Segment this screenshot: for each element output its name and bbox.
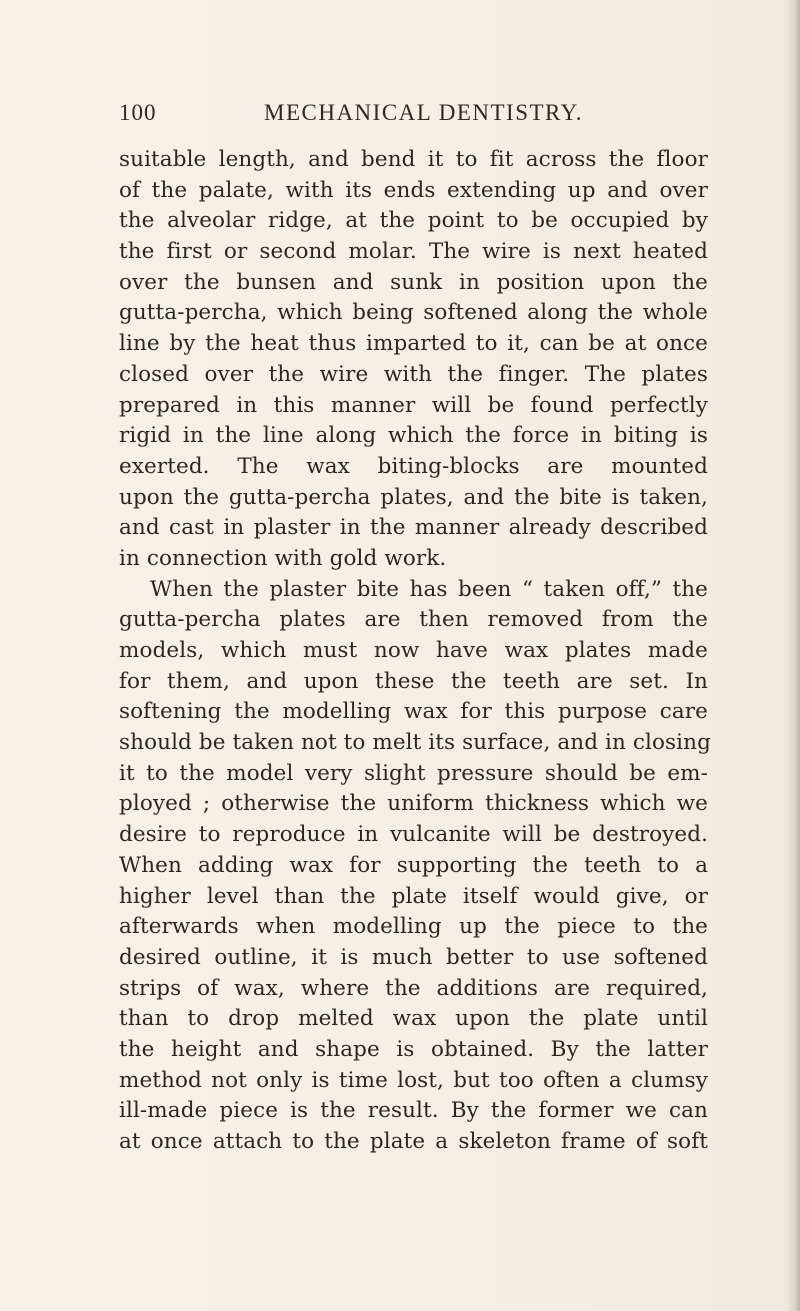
text-line: rigid in the line along which the force in biting is [119, 423, 708, 449]
text-line: method not only is time lost, but too often a clumsy [119, 1067, 708, 1093]
text-line: prepared in this manner will be found perfectly [119, 392, 708, 418]
text-line: desired outline, it is much better to use softened [119, 944, 708, 970]
text-line: of the palate, with its ends extending up and over [119, 177, 708, 203]
text-line: for them, and upon these the teeth are set. In [119, 668, 708, 694]
text-line: models, which must now have wax plates made [119, 638, 708, 663]
text-line: and cast in plaster in the manner already described [119, 515, 708, 541]
text-line: softening the modelling wax for this purpose care [119, 699, 708, 725]
text-line: at once attach to the plate a skeleton frame of soft [119, 1129, 708, 1154]
text-line: exerted. The wax biting-blocks are mounted [119, 453, 708, 479]
text-line: the height and shape is obtained. By the latter [119, 1036, 708, 1062]
page-edge-shadow [786, 0, 800, 1311]
text-line: When adding wax for supporting the teeth to a [119, 852, 708, 878]
text-line: than to drop melted wax upon the plate until [119, 1006, 708, 1032]
text-line: in connection with gold work. [119, 545, 447, 571]
text-line: ill-made piece is the result. By the former we can [119, 1098, 708, 1124]
text-line: should be taken not to melt its surface, and in closing [119, 730, 711, 756]
body-text [119, 145, 711, 1158]
text-line: gutta-percha plates are then removed from the [119, 607, 708, 633]
page-number: 100 [119, 100, 157, 125]
text-line: strips of wax, where the additions are required, [119, 975, 708, 1001]
text-line: desire to reproduce in vulcanite will be destroyed. [119, 822, 708, 848]
text-line: gutta-percha, which being softened along the whole [119, 300, 708, 326]
text-line: ployed ; otherwise the uniform thickness which we [119, 791, 708, 817]
text-line: closed over the wire with the finger. The plates [119, 361, 708, 387]
text-line: the first or second molar. The wire is next heated [119, 239, 708, 265]
page-header [119, 100, 709, 134]
text-line: line by the heat thus imparted to it, can be at once [119, 331, 708, 357]
text-line: higher level than the plate itself would give, or [119, 883, 708, 909]
text-line: suitable length, and bend it to fit across the floor [119, 147, 708, 172]
running-head: MECHANICAL DENTISTRY. [264, 100, 584, 125]
text-line: over the bunsen and sunk in position upon the [119, 269, 708, 295]
text-line-paragraph-start: When the plaster bite has been “ taken off,” the [150, 576, 708, 602]
text-line: the alveolar ridge, at the point to be occupied by [119, 208, 708, 234]
text-line: afterwards when modelling up the piece to the [119, 914, 708, 940]
text-line: upon the gutta-percha plates, and the bite is taken, [119, 484, 708, 510]
text-line: it to the model very slight pressure should be em- [119, 760, 708, 786]
